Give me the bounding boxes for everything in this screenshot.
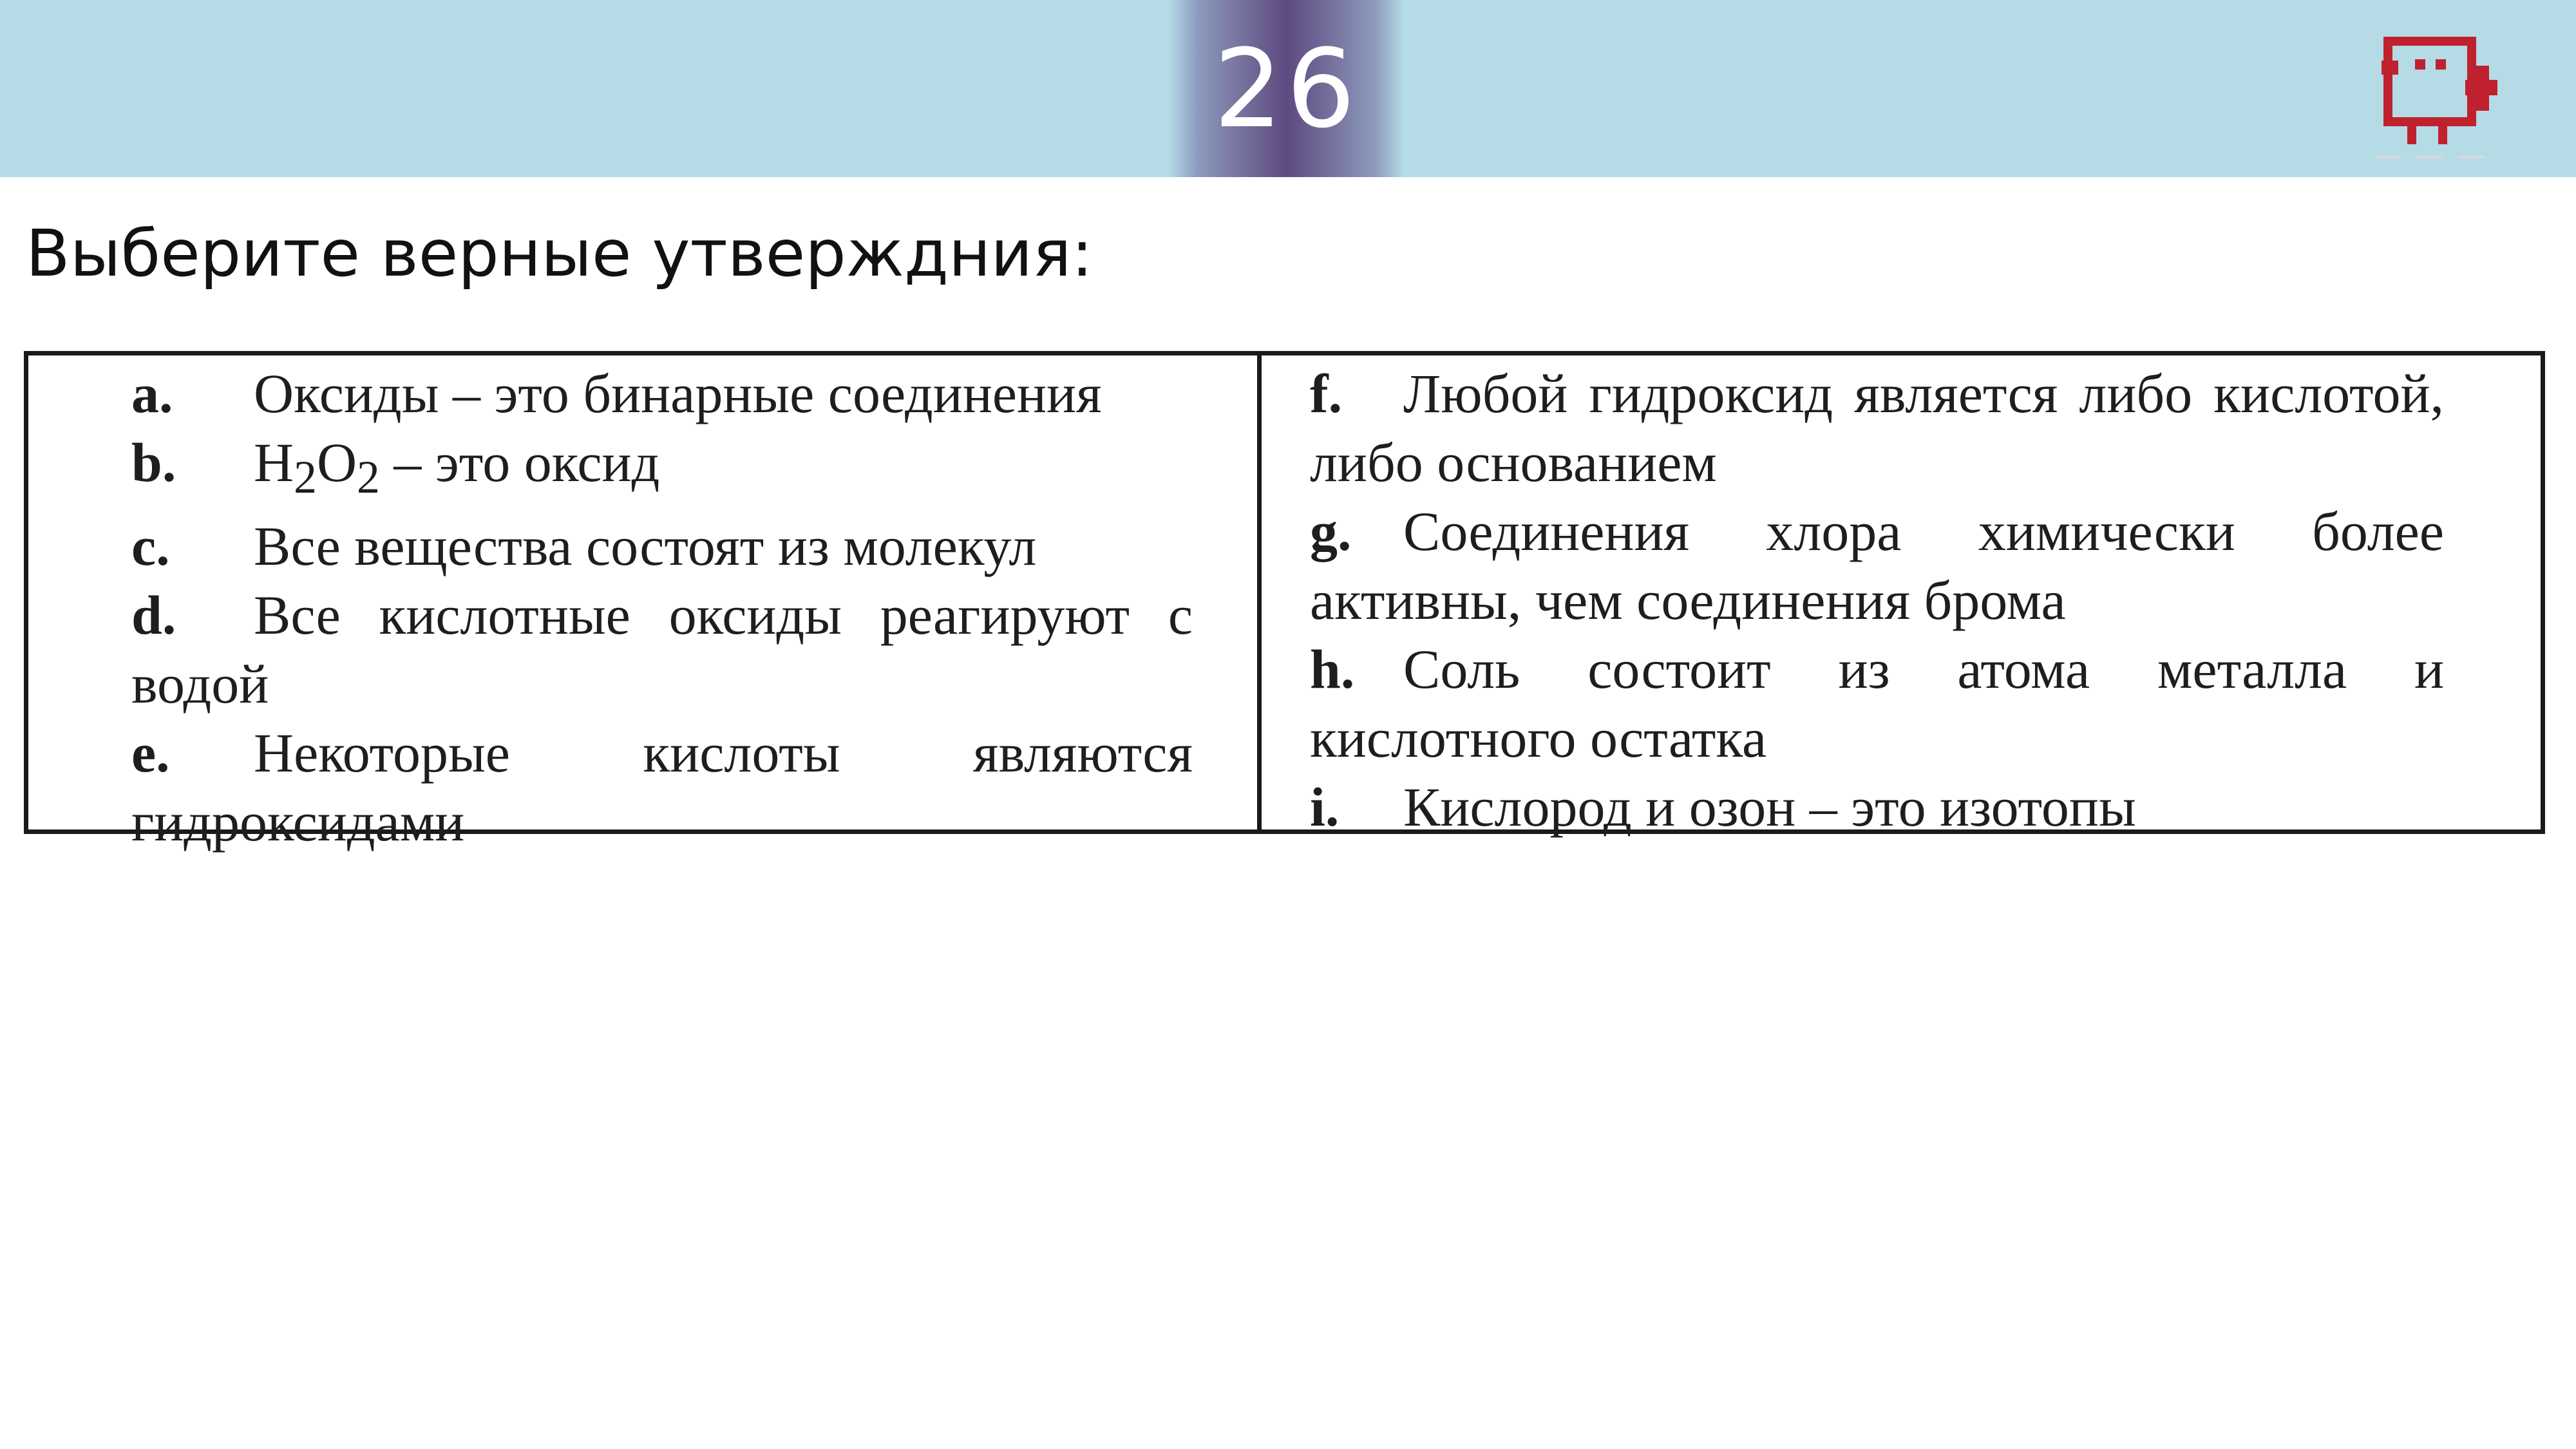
statement-d — [131, 581, 1193, 719]
statement-letter: f. — [1310, 363, 1343, 424]
statement-text: Кислород и озон – это изотопы — [1403, 776, 2136, 838]
formula-o: O — [316, 431, 357, 493]
statement-i — [1310, 773, 2444, 842]
formula-sub: 2 — [357, 451, 380, 504]
statement-letter: b. — [131, 431, 176, 493]
statement-h — [1310, 635, 2444, 773]
statement-text: Все кислотные оксиды реагируют с водой — [131, 584, 1193, 715]
statement-letter: i. — [1310, 776, 1340, 838]
formula-h: H — [254, 431, 294, 493]
statements-left-column — [28, 355, 1262, 853]
statement-text: Оксиды – это бинарные соединения — [254, 363, 1102, 424]
statement-letter: d. — [131, 584, 176, 647]
statement-a — [131, 359, 1193, 428]
statement-text: Соединения хлора химически более активны, чем соединения брома — [1310, 500, 2444, 631]
statement-e — [131, 719, 1193, 857]
statement-text: – это оксид — [379, 431, 660, 493]
statement-letter: c. — [131, 515, 170, 578]
statement-text: Любой гидроксид является либо кислотой, либо основанием — [1310, 363, 2444, 493]
statement-f — [1310, 359, 2444, 497]
statement-letter: a. — [131, 363, 173, 424]
statements-right-column — [1262, 355, 2541, 838]
slide-number: 26 — [1213, 25, 1359, 152]
statement-text: Соль состоит из атома металла и кислотного остатка — [1310, 638, 2444, 769]
statement-letter: g. — [1310, 500, 1352, 562]
statements-table — [24, 351, 2545, 853]
statement-c — [131, 512, 1193, 581]
slide-heading: Выберите верные утверждния: — [26, 216, 1094, 291]
statement-g — [1310, 497, 2444, 635]
statement-text: Все вещества состоят из молекул — [254, 515, 1037, 578]
robot-logo-icon — [2369, 28, 2504, 164]
statement-letter: h. — [1310, 638, 1355, 700]
statement-b — [131, 428, 1193, 512]
statement-letter: e. — [131, 722, 170, 784]
formula-sub: 2 — [294, 451, 317, 504]
statement-text: Некоторые кислоты являются гидроксидами — [131, 722, 1193, 853]
